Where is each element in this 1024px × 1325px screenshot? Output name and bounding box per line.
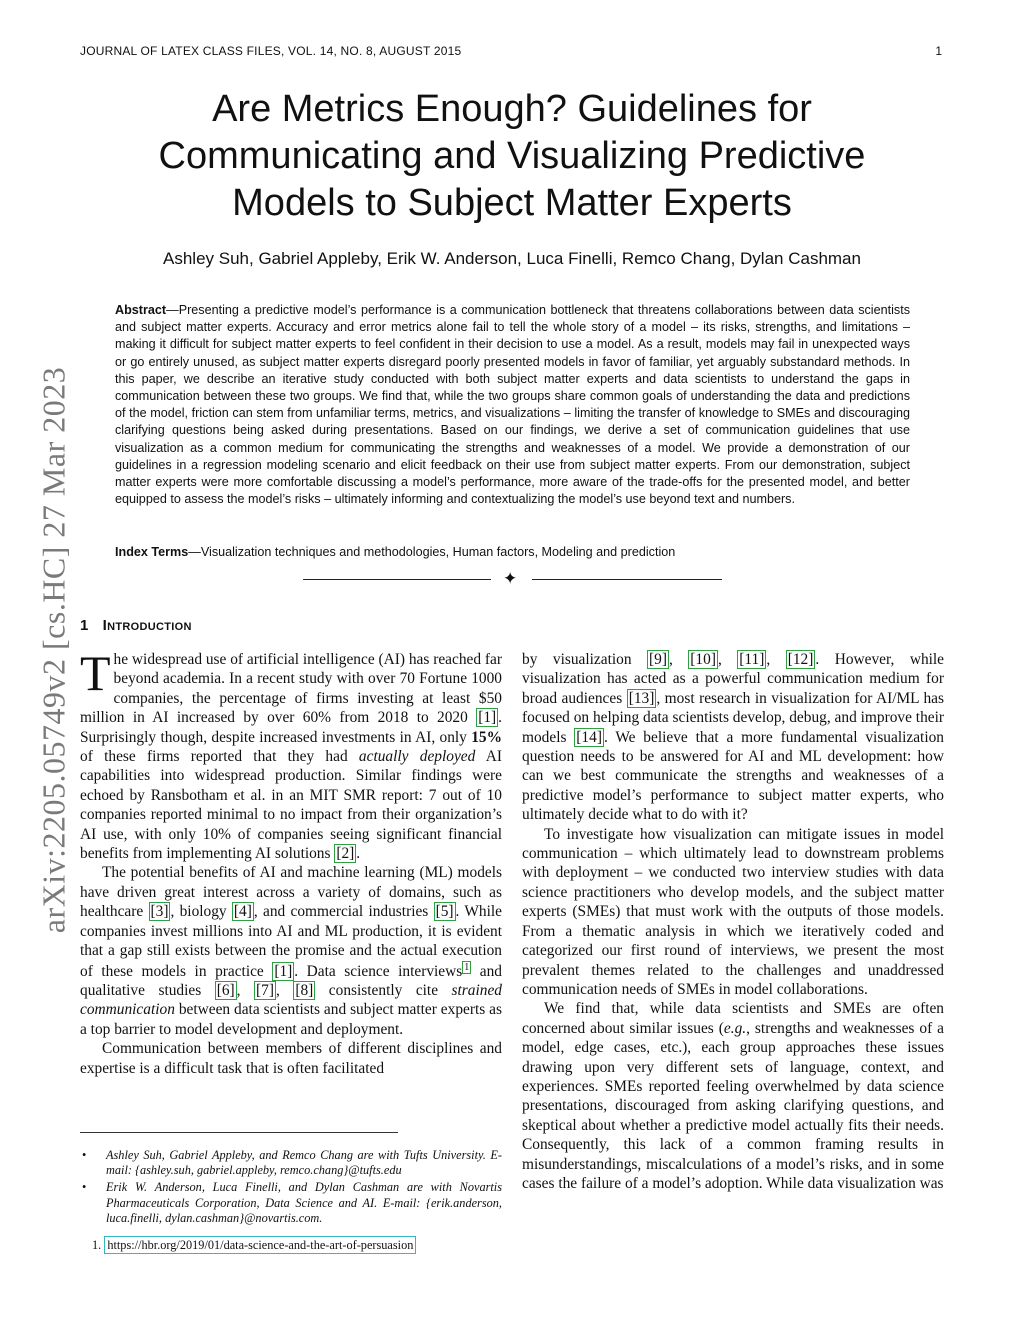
footnotes [80, 1148, 502, 1253]
section-title: Introduction [102, 617, 192, 634]
text-run: . However, while visualization has acted as a powerful communication medium for broad audiences [522, 651, 945, 707]
text-run: , [668, 651, 689, 668]
page-number: 1 [935, 44, 942, 58]
text-run: , strengths and weaknesses of a model, edge cases, etc.), each group approaches these issues drawing upon very different sets of language, context, and experiences. SMEs reported feeling overwhelmed by data science presentations, discouraged from asking clarifying questions, and skeptical about whether a predictive model actually fits their needs. Consequently, this lack of a common framing results in misunderstandings, miscalculations of a model’s risks, and in some cases the failure of a model’s adoption. While data visualization was [522, 1019, 944, 1192]
drop-cap: T [80, 645, 111, 701]
section-heading [80, 617, 192, 634]
citation-link[interactable]: [11] [739, 651, 765, 668]
index-terms-label: Index Terms [115, 545, 189, 559]
text-run: between data scientists and subject matter experts as a top barrier to model development and deployment. [80, 1001, 502, 1038]
text-run: , [717, 651, 738, 668]
running-header: JOURNAL OF LATEX CLASS FILES, VOL. 14, NO. 8, AUGUST 2015 [80, 44, 462, 58]
citation-link[interactable]: [2] [336, 845, 355, 863]
citation-link[interactable]: [14] [576, 728, 602, 746]
text-run: , [766, 651, 786, 668]
abstract-text: —Presenting a predictive model’s performance is a communication bottleneck that threatens collaborations between data scientists and subject matter experts. Accuracy and error metrics alone fail to tell the whole story of a model – its risks, strengths, and limitations – making it difficult for subject matter experts to feel confident in their decision to use a model. As a result, models may fail in unexpected ways or go entirely unused, as subject matter experts disregard poorly presented models in favor of familiar, yet arguably substandard methods. In this paper, we describe an iterative study conducted with both subject matter experts and data scientists to understand the gaps in communication between these two groups. We find that, while the two groups share common goals of understanding the data and predictions of the model, friction can stem from unfamiliar terms, metrics, and visualizations – limiting the transfer of knowledge to SMEs and discouraging clarifying questions being asked during presentations. Based on our findings, we derive a set of communication guidelines that use visualization as a common medium for communicating the strengths and weaknesses of a model. We provide a demonstration of our guidelines in a regression modeling scenario and elicit feedback on their use from subject matter experts. From our demonstration, subject matter experts were more comfortable discussing a model’s performance, more aware of the trade-offs for the presented model, and better equipped to assess the model’s risks – ultimately informing and contextualizing the model’s use beyond text and numbers. [115, 303, 910, 507]
paragraph [80, 645, 502, 863]
paragraph [80, 863, 502, 1039]
text-run: , biology [170, 903, 232, 921]
bullet-icon: • [82, 1180, 87, 1195]
citation-link[interactable]: [9] [649, 651, 667, 668]
citation-link[interactable]: [13] [628, 689, 655, 707]
index-terms-text: —Visualization techniques and methodologies, Human factors, Modeling and prediction [188, 545, 676, 559]
text-run: by visualization [522, 651, 647, 668]
citation-link[interactable]: [5] [435, 903, 454, 921]
footnote-link-row [80, 1238, 502, 1253]
text-run: . Surprisingly though, despite increased investments in AI, only [80, 709, 502, 746]
divider-ornament: ✦ [503, 569, 518, 588]
emphasis-italic: e.g. [723, 1019, 747, 1037]
text-run: . Data science interviews [294, 962, 463, 980]
footnote-rule [80, 1132, 398, 1133]
affiliation-text: Ashley Suh, Gabriel Appleby, and Remco Chang are with Tufts University. E-mail: {ashley.suh, gabriel.appleby, remco.chang}@tufts.edu [106, 1148, 502, 1178]
paragraph [522, 999, 944, 1193]
text-run: We find that, while data scientists and SMEs are often concerned about similar issues ( [522, 1000, 944, 1037]
title-line: Communicating and Visualizing Predictive [158, 135, 866, 177]
abstract [115, 302, 910, 508]
divider-line-right [532, 579, 722, 580]
footnote-marker[interactable]: 1 [464, 961, 470, 973]
emphasis-italic: strained communication [80, 982, 502, 1019]
citation-link[interactable]: [10] [690, 651, 716, 668]
footnote-url-link[interactable]: https://hbr.org/2019/01/data-science-and-the-art-of-persuasion [104, 1236, 416, 1254]
title-line: Models to Subject Matter Experts [232, 182, 792, 224]
text-run: consistently cite [315, 982, 452, 1000]
bullet-icon: • [82, 1148, 87, 1162]
affiliation-text: Erik W. Anderson, Luca Finelli, and Dylan Cashman are with Novartis Pharmaceuticals Corporation, Data Science and AI. E-mail: {erik.anderson, luca.finelli, dylan.cashman}@novartis.com. [106, 1180, 502, 1225]
left-column [80, 645, 503, 1078]
emphasis-bold: 15% [471, 728, 502, 746]
text-run: AI capabilities into widespread production. Similar findings were echoed by Ransbotham et al. in an MIT SMR report: 7 out of 10 companies reported minimal to no impact from their organization’s AI use, with only 10% of companies seeing significant financial benefits from implementing AI solutions [80, 748, 502, 863]
index-terms [115, 545, 910, 559]
citation-link[interactable]: [1] [274, 962, 293, 980]
citation-link[interactable]: [12] [787, 651, 814, 668]
divider-line-left [303, 579, 491, 580]
emphasis-italic: actually deployed [358, 748, 476, 766]
citation-link[interactable]: [7] [256, 982, 274, 1000]
citation-link[interactable]: [6] [216, 982, 235, 1000]
citation-link[interactable]: [4] [233, 903, 252, 921]
text-run: . We believe that a more fundamental visualization question needs to be answered for AI and ML development: how can we best communicate the strengths and weaknesses of a predictive model’s performance to subject matter experts, who ultimately decide what to do with it? [522, 728, 944, 824]
citation-link[interactable]: [1] [478, 709, 497, 727]
paragraph [522, 650, 944, 825]
text-run: he widespread use of artificial intelligence (AI) has reached far beyond academia. In a recent study with over 70 Fortune 1000 companies, the percentage of firms investing at least $50 million in AI increased by over 60% from 2018 to 2020 [80, 651, 502, 727]
author-list: Ashley Suh, Gabriel Appleby, Erik W. Anderson, Luca Finelli, Remco Chang, Dylan Cashman [163, 249, 861, 268]
title-line: Are Metrics Enough? Guidelines for [212, 88, 812, 130]
paper-title [80, 86, 944, 227]
paragraph: Communication between members of different disciplines and expertise is a difficult task that is often facilitated [80, 1040, 502, 1077]
text-run: , and commercial industries [253, 903, 434, 921]
citation-link[interactable]: [3] [150, 903, 169, 921]
citation-link[interactable]: [8] [295, 982, 314, 1000]
affiliation-note [80, 1180, 502, 1226]
text-run: . While companies invest millions into AI and ML production, it is evident that a gap still exists between the promise and the actual execution of these models in practice [80, 903, 502, 980]
text-run: The potential benefits of AI and machine learning (ML) models have driven great interest across a variety of domains, such as healthcare [80, 864, 502, 921]
text-run: , most research in visualization for AI/ML has focused on helping data scientists develop, debug, and improve their models [522, 689, 944, 746]
arxiv-identifier: arXiv:2205.05749v2 [cs.HC] 27 Mar 2023 [35, 366, 72, 934]
paragraph: To investigate how visualization can mitigate issues in model communication – which ultimately lead to downstream problems with deployment – we conducted two interview studies with data science practitioners who develop models, and the subject matter experts (SMEs) that must work with the outputs of those models. From a thematic analysis in which we iteratively coded and categorized our first round of interviews, we present the most prevalent themes related to the challenges and unaddressed communication needs of SMEs in model collaborations. [522, 825, 944, 998]
text-run: , [275, 982, 294, 1000]
affiliation-note [80, 1148, 502, 1178]
text-run: of these firms reported that they had [80, 748, 359, 766]
text-run: , [236, 982, 255, 1000]
footnote-number: 1. [92, 1238, 102, 1253]
section-number: 1 [80, 617, 89, 634]
text-run: and qualitative studies [80, 962, 503, 1000]
abstract-label: Abstract [115, 303, 167, 317]
right-column [522, 650, 944, 1193]
text-run: . [356, 845, 361, 863]
